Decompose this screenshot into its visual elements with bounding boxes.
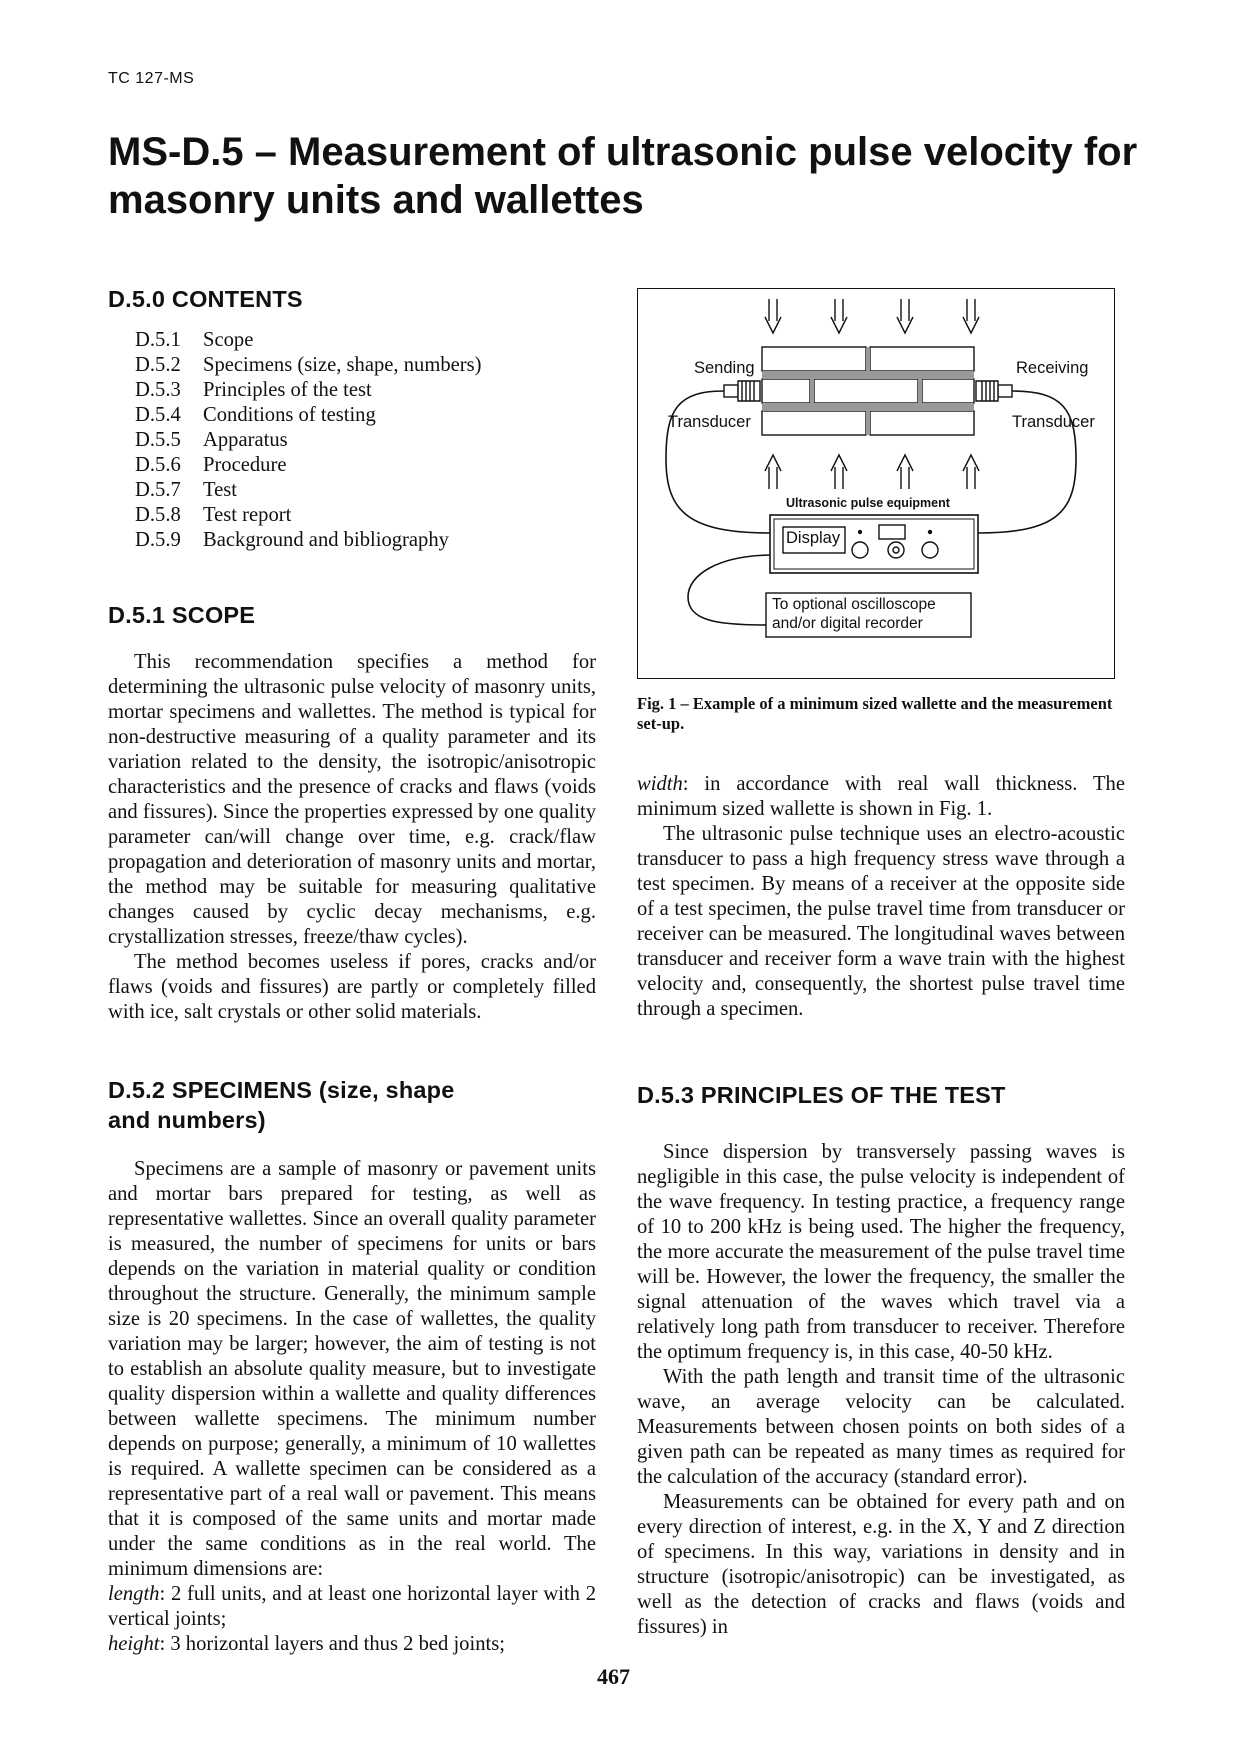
contents-item-number: D.5.9 — [135, 529, 181, 551]
contents-item-label: Scope — [203, 329, 254, 351]
figure-1 — [637, 288, 1115, 679]
height-spec — [108, 1632, 596, 1657]
principles-section — [637, 1080, 1125, 1640]
contents-item — [135, 528, 596, 553]
contents-item — [135, 403, 596, 428]
length-label: length — [108, 1583, 160, 1605]
contents-item — [135, 478, 596, 503]
contents-item-label: Apparatus — [203, 429, 288, 451]
receiving-transducer-icon — [976, 381, 1012, 401]
specimens-heading: D.5.2 SPECIMENS (size, shape and numbers) — [108, 1077, 455, 1133]
contents-item-label: Test — [203, 479, 238, 501]
wave-arrows-top-icon — [765, 299, 979, 333]
equipment-label: Ultrasonic pulse equipment — [786, 496, 950, 510]
width-spec — [637, 772, 1125, 822]
scope-paragraph-1: This recommendation specifies a method for determining the ultrasonic pulse velocity of masonry units, mortar specimens and wallettes. The method is typical for non-destructive measuring of a quality parameter and its variation related to the density, the isotropic/anisotropic characteristics and the presence of cracks and flaws (voids and fissures). Since the properties expressed by one quality parameter can/will change over time, e.g. crack/flaw propagation and deterioration of masonry units and mortar, the method may be suitable for measuring qualitative changes caused by cyclic decay mechanisms, e.g. crystallization stresses, freeze/thaw cycles). — [108, 651, 596, 948]
height-label: height — [108, 1633, 160, 1655]
contents-item — [135, 428, 596, 453]
contents-heading: D.5.0 CONTENTS — [108, 286, 303, 312]
running-header: TC 127-MS — [108, 70, 195, 87]
principles-paragraph-3: Measurements can be obtained for every path and on every direction of interest, e.g. in the X, Y and Z direction of specimens. In this way, variations in density and in structure (isotropic/anisotropic) can be investigated, as well as the detection of cracks and flaws (voids and fissures) in — [637, 1491, 1125, 1638]
figure-caption: Fig. 1 – Example of a minimum sized wallette and the measurement set-up. — [637, 694, 1113, 733]
contents-item — [135, 353, 596, 378]
contents-item-label: Conditions of testing — [203, 404, 376, 426]
length-spec — [108, 1582, 596, 1632]
specimens-section — [108, 1075, 596, 1657]
display-label: Display — [786, 529, 841, 547]
transducer-right-label: Transducer — [1012, 413, 1095, 431]
scope-paragraph-2: The method becomes useless if pores, cracks and/or flaws (voids and fissures) are partly or completely filled with ice, salt crystals or other solid materials. — [108, 951, 596, 1023]
contents-item — [135, 378, 596, 403]
optional-line-1: To optional oscilloscope — [772, 596, 936, 613]
width-label: width — [637, 773, 683, 795]
length-text: : 2 full units, and at least one horizontal layer with 2 vertical joints; — [108, 1583, 596, 1630]
specimens-paragraph-1: Specimens are a sample of masonry or pavement units and mortar bars prepared for testing, as well as representative wallettes. Since an overall quality parameter is measured, the number of specimens for units or bars depends on the variation in material quality or condition throughout the structure. Generally, the minimum sample size is 20 specimens. In the case of wallettes, the quality variation may be larger; however, the aim of testing is not to establish an absolute quality measure, but to investigate quality dispersion within a wallette and quality differences between wallette specimens. The minimum number depends on purpose; generally, a minimum of 10 wallettes is required. A wallette specimen can be considered as a representative part of a real wall or pavement. This means that it is composed of the same units and mortar made under the same conditions as in the real world. The minimum dimensions are: — [108, 1158, 596, 1580]
contents-item-number: D.5.1 — [135, 329, 181, 351]
scope-heading: D.5.1 SCOPE — [108, 602, 256, 628]
contents-item-label: Specimens (size, shape, numbers) — [203, 354, 482, 376]
specimens-paragraph-2: The ultrasonic pulse technique uses an electro-acoustic transducer to pass a high frequency stress wave through a test specimen. By means of a receiver at the opposite side of a test specimen, the pulse travel time from transducer or receiver can be measured. The longitudinal waves between transducer and receiver form a wave train with the highest velocity and, consequently, the shortest pulse travel time through a specimen. — [637, 823, 1125, 1020]
page-title: MS-D.5 – Measurement of ultrasonic pulse velocity for masonry units and wallettes — [108, 130, 1138, 222]
contents-item-number: D.5.5 — [135, 429, 181, 451]
page-number: 467 — [597, 1664, 630, 1689]
contents-item-label: Principles of the test — [203, 379, 372, 401]
contents-section — [108, 284, 596, 553]
contents-list — [135, 328, 596, 553]
principles-paragraph-2: With the path length and transit time of the ultrasonic wave, an average velocity can be calculated. Measurements between chosen points on both sides of a given path can be repeated as many times as required for the calculation of the accuracy (standard error). — [637, 1366, 1125, 1488]
scope-section — [108, 600, 596, 1025]
contents-item-number: D.5.2 — [135, 354, 181, 376]
height-text: : 3 horizontal layers and thus 2 bed joints; — [159, 1633, 505, 1655]
optional-line-2: and/or digital recorder — [772, 615, 923, 632]
contents-item-label: Procedure — [203, 454, 287, 476]
contents-item-number: D.5.6 — [135, 454, 181, 476]
sending-transducer-icon — [724, 381, 760, 401]
optional-recorder-label — [772, 595, 936, 633]
wave-arrows-bottom-icon — [765, 455, 979, 489]
sending-label: Sending — [694, 359, 755, 377]
contents-item — [135, 503, 596, 528]
width-text: : in accordance with real wall thickness. The minimum sized wallette is shown in Fig. 1. — [637, 773, 1125, 820]
contents-item — [135, 453, 596, 478]
principles-heading: D.5.3 PRINCIPLES OF THE TEST — [637, 1082, 1006, 1108]
contents-item-number: D.5.3 — [135, 379, 181, 401]
specimens-continued — [637, 772, 1125, 1022]
contents-item — [135, 328, 596, 353]
contents-item-number: D.5.7 — [135, 479, 181, 501]
principles-paragraph-1: Since dispersion by transversely passing waves is negligible in this case, the pulse velocity is independent of the wave frequency. In testing practice, a frequency range of 10 to 200 kHz is being used. The higher the frequency, the more accurate the measurement of the pulse travel time will be. However, the lower the frequency, the smaller the signal attenuation of the waves which travel via a relatively long path from transducer to receiver. Therefore the optimum frequency is, in this case, 40-50 kHz. — [637, 1141, 1125, 1363]
contents-item-label: Test report — [203, 504, 292, 526]
transducer-left-label: Transducer — [668, 413, 751, 431]
contents-item-number: D.5.4 — [135, 404, 181, 426]
receiving-label: Receiving — [1016, 359, 1089, 377]
contents-item-number: D.5.8 — [135, 504, 181, 526]
contents-item-label: Background and bibliography — [203, 529, 449, 551]
